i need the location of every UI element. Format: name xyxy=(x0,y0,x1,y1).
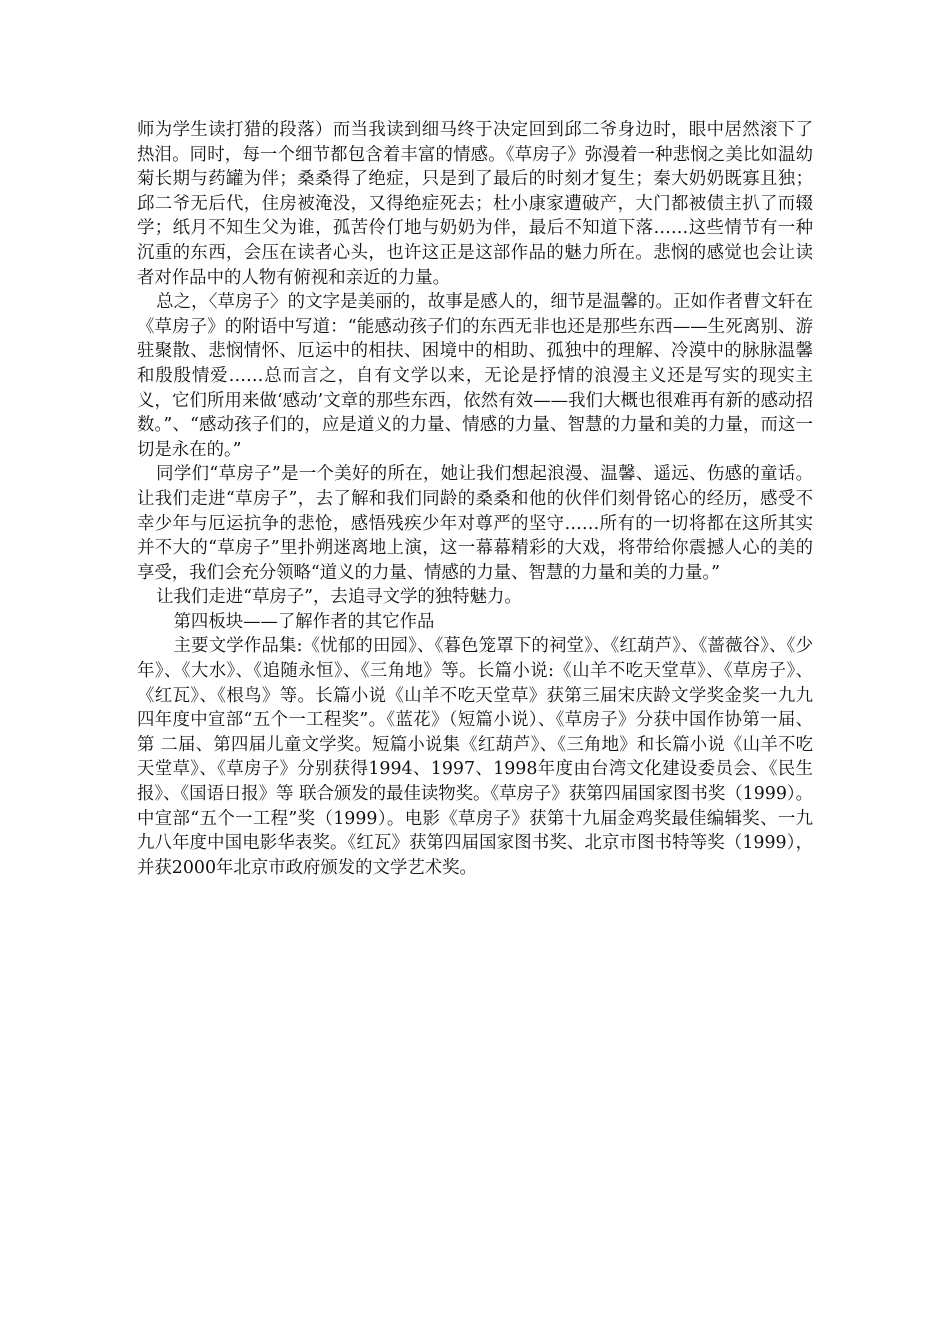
document-body xyxy=(137,118,813,880)
section-heading: 第四板块——了解作者的其它作品 xyxy=(173,611,435,632)
paragraph-invitation: 同学们“草房子”是一个美好的所在，她让我们想起浪漫、温馨、遥远、伤感的童话。让我们走进“草房子”，去了解和我们同龄的桑桑和他的伙伴们刻骨铭心的经历，感受不幸少年与厄运抗争的悲怆，感悟残疾少年对尊严的坚守……所有的一切将都在这所其实并不大的“草房子”里扑朔迷离地上演，这一幕幕精彩的大戏，将带给你震撼人心的美的享受，我们会充分领略“道义的力量、情感的力量、智慧的力量和美的力量。” xyxy=(137,464,813,583)
paragraph-call-to-action: 让我们走进“草房子”，去追寻文学的独特魅力。 xyxy=(156,587,522,608)
paragraph-author-works: 主要文学作品集:《忧郁的田园》、《暮色笼罩下的祠堂》、《红葫芦》、《蔷薇谷》、《少年》、《大水》、《追随永恒》、《三角地》等。长篇小说:《山羊不吃天堂草》、《草房子》、《红瓦》、《根鸟》等。长篇小说《山羊不吃天堂草》获第三届宋庆龄文学奖金奖一九九四年度中宣部“五个一工程奖”。《蓝花》（短篇小说）、《草房子》分获中国作协第一届、第 二届、第四届儿童文学奖。短篇小说集《红葫芦》、《三角地》和长篇小说《山羊不吃天堂草》、《草房子》分别获得1994、1997、1998年度由台湾文化建设委员会、《民生报》、《国语日报》等 联合颁发的最佳读物奖。《草房子》获第四届国家图书奖（1999）。中宣部“五个一工程”奖（1999）。电影《草房子》获第十九届金鸡奖最佳编辑奖、一九九八年度中国电影华表奖。《红瓦》获第四届国家图书奖、北京市图书特等奖（1999），并获2000年北京市政府颁发的文学艺术奖。 xyxy=(137,636,813,878)
paragraph-continuation: 师为学生读打猎的段落）而当我读到细马终于决定回到邱二爷身边时，眼中居然滚下了热泪。同时，每一个细节都包含着丰富的情感。《草房子》弥漫着一种悲悯之美比如温幼菊长期与药罐为伴；桑桑得了绝症，只是到了最后的时刻才复生；秦大奶奶既寡且独；邱二爷无后代，住房被淹没，又得绝症死去；杜小康家遭破产，大门都被债主扒了而辍学；纸月不知生父为谁，孤苦伶仃地与奶奶为伴，最后不知道下落……这些情节有一种沉重的东西，会压在读者心头，也许这正是这部作品的魅力所在。悲悯的感觉也会让读者对作品中的人物有俯视和亲近的力量。 xyxy=(137,120,813,288)
paragraph-summary: 总之，〈草房子〉的文字是美丽的，故事是感人的，细节是温馨的。正如作者曹文轩在《草房子》的附语中写道：“能感动孩子们的东西无非也还是那些东西——生死离别、游驻聚散、悲悯情怀、厄运中的相扶、困境中的相助、孤独中的理解、冷漠中的脉脉温馨和殷殷情爱……总而言之，自有文学以来，无论是抒情的浪漫主义还是写实的现实主义，它们所用来做‘感动’文章的那些东西，依然有效——我们大概也很难再有新的感动招数。”、“感动孩子们的，应是道义的力量、情感的力量、智慧的力量和美的力量，而这一切是永在的。” xyxy=(137,292,813,460)
